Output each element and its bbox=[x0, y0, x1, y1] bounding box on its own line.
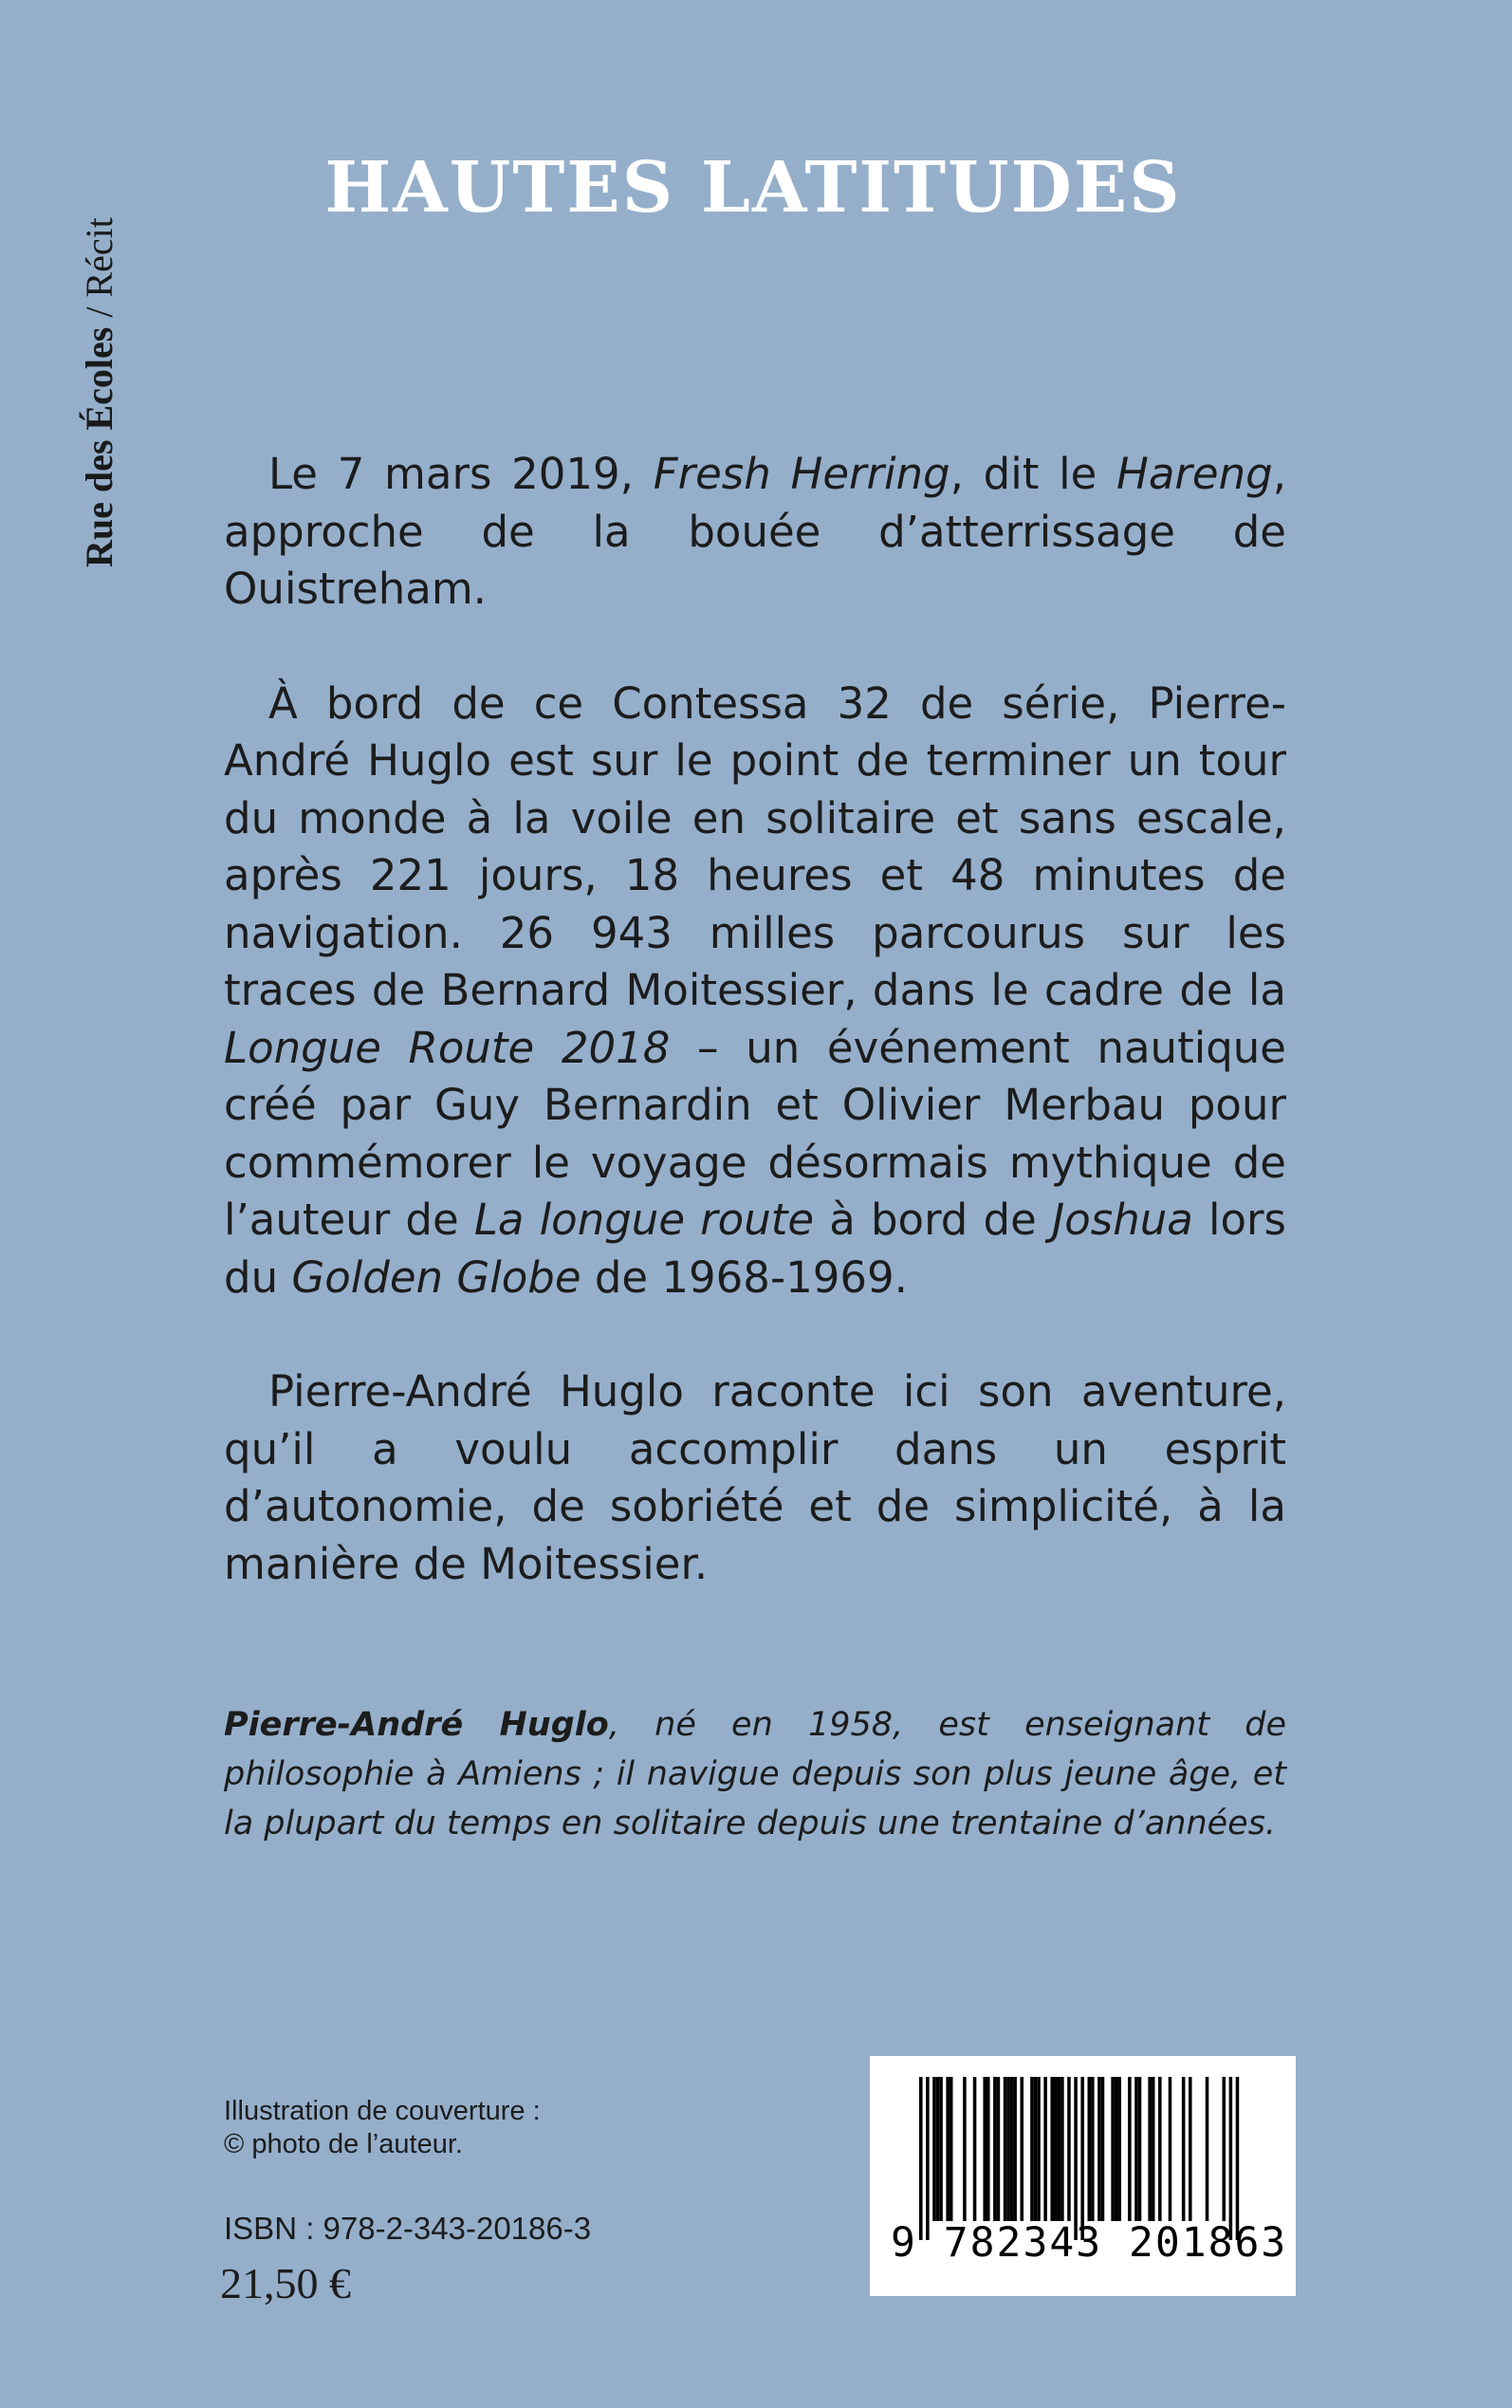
credit-line-2: © photo de l’auteur. bbox=[224, 2129, 463, 2159]
barcode-bar bbox=[1189, 2077, 1192, 2221]
text-run: – un événement nautique créé par Guy Bernardin et Olivier Merbau pour commémorer le voyage désormais mythique de l’auteur de bbox=[224, 1022, 1286, 1245]
barcode-bar bbox=[1206, 2077, 1209, 2221]
barcode-bar bbox=[1152, 2077, 1155, 2221]
barcode-bar bbox=[1111, 2077, 1115, 2221]
genre-label: Récit bbox=[78, 217, 120, 298]
book-title bbox=[0, 147, 1512, 229]
barcode-bar bbox=[1080, 2077, 1084, 2240]
blurb bbox=[224, 446, 1286, 1593]
barcode-bar bbox=[1101, 2077, 1105, 2221]
text-run: À bord de ce Contessa 32 de série, Pierre-André Huglo est sur le point de terminer un tour du monde à la voile en solitaire et sans escale, après 221 jours, 18 heures et 48 minutes de navigation. 26 943 milles parcourus sur les traces de Bernard Moitessier, dans le cadre de la bbox=[224, 677, 1286, 1015]
cover-credit bbox=[224, 2095, 698, 2161]
credit-line-1: Illustration de couverture : bbox=[224, 2096, 541, 2126]
barcode-bar bbox=[1138, 2077, 1142, 2221]
barcode-bar bbox=[997, 2077, 1001, 2221]
barcode-bar bbox=[1058, 2077, 1061, 2221]
barcode-bar bbox=[1115, 2077, 1118, 2221]
barcode-bar bbox=[1074, 2077, 1078, 2240]
barcode-bar bbox=[950, 2077, 953, 2221]
book-title-text: HAUTES LATITUDES bbox=[324, 147, 1182, 229]
barcode bbox=[870, 2056, 1296, 2296]
barcode-bar bbox=[1013, 2077, 1017, 2221]
barcode-bar bbox=[963, 2077, 967, 2221]
price: 21,50 € bbox=[220, 2259, 351, 2307]
barcode-bar bbox=[1060, 2077, 1064, 2221]
barcode-bar bbox=[926, 2077, 930, 2240]
text-run: Pierre-André Huglo raconte ici son aventure, qu’il a voulu accomplir dans un esprit d’autonomie, de sobriété et de simplicité, à la manière de Moitessier. bbox=[224, 1366, 1286, 1589]
blurb-paragraph bbox=[224, 1363, 1286, 1593]
author-name: Pierre-André Huglo bbox=[224, 1706, 609, 1744]
barcode-bar bbox=[1134, 2077, 1138, 2221]
author-bio bbox=[224, 1700, 1286, 1848]
barcode-bar bbox=[1169, 2077, 1172, 2221]
barcode-bar bbox=[936, 2077, 940, 2221]
barcode-bar bbox=[993, 2077, 997, 2221]
barcode-bar bbox=[946, 2077, 950, 2221]
barcode-bar bbox=[939, 2077, 943, 2221]
barcode-bar bbox=[1236, 2077, 1240, 2240]
barcode-bar bbox=[1037, 2077, 1041, 2221]
barcode-bar bbox=[1182, 2077, 1186, 2221]
barcode-bar bbox=[1010, 2077, 1014, 2221]
barcode-digits: 9 782343 201863 bbox=[891, 2219, 1288, 2267]
barcode-bar bbox=[1158, 2077, 1162, 2221]
barcode-bar bbox=[1091, 2077, 1095, 2221]
barcode-bar bbox=[919, 2077, 923, 2240]
barcode-bar bbox=[1223, 2077, 1226, 2221]
barcode-bar bbox=[1043, 2077, 1047, 2221]
text-run: à bord de bbox=[814, 1195, 1052, 1245]
author-bio-text: , né en 1958, est enseignant de philosophie à Amiens ; il navigue depuis son plus jeune âge, et la plupart du temps en solitaire depuis une trentaine d’années. bbox=[224, 1706, 1286, 1843]
barcode-bar bbox=[1128, 2077, 1132, 2221]
series-name: Rue des Écoles bbox=[78, 326, 120, 567]
barcode-bar bbox=[1148, 2077, 1152, 2221]
barcode-bar bbox=[1034, 2077, 1038, 2221]
barcode-bar bbox=[1097, 2077, 1101, 2221]
barcode-bar bbox=[1088, 2077, 1092, 2221]
barcode-bar bbox=[973, 2077, 977, 2221]
italic-text: La longue route bbox=[473, 1195, 815, 1245]
blurb-paragraph bbox=[224, 676, 1286, 1307]
barcode-bar bbox=[1067, 2077, 1071, 2221]
barcode-bar bbox=[1004, 2077, 1007, 2221]
blurb-paragraph bbox=[224, 446, 1286, 619]
text-run: Le 7 mars 2019, bbox=[268, 449, 654, 499]
italic-text: Joshua bbox=[1051, 1195, 1193, 1245]
text-run: , dit le bbox=[950, 449, 1117, 499]
barcode-bar bbox=[1117, 2077, 1121, 2221]
italic-text: Fresh Herring bbox=[653, 449, 950, 499]
italic-text: Hareng bbox=[1116, 449, 1273, 499]
barcode-bar bbox=[986, 2077, 990, 2221]
text-run: de 1968-1969. bbox=[581, 1251, 908, 1303]
italic-text: Longue Route 2018 bbox=[224, 1022, 671, 1073]
text-run: , approche de la bouée d’atterrissage de Ouistreham. bbox=[224, 449, 1287, 614]
barcode-bar bbox=[1054, 2077, 1058, 2221]
barcode-bar bbox=[932, 2077, 936, 2221]
isbn: ISBN : 978-2-343-20186-3 bbox=[224, 2211, 592, 2246]
text-run: lors du bbox=[224, 1195, 1286, 1303]
barcode-bar bbox=[1030, 2077, 1034, 2221]
italic-text: Golden Globe bbox=[291, 1251, 581, 1303]
barcode-bar bbox=[1006, 2077, 1010, 2221]
spine-separator: / bbox=[78, 297, 120, 327]
barcode-bar bbox=[1229, 2077, 1233, 2240]
barcode-bar bbox=[1021, 2077, 1024, 2221]
barcode-bar bbox=[1050, 2077, 1054, 2221]
barcode-bar bbox=[983, 2077, 986, 2221]
